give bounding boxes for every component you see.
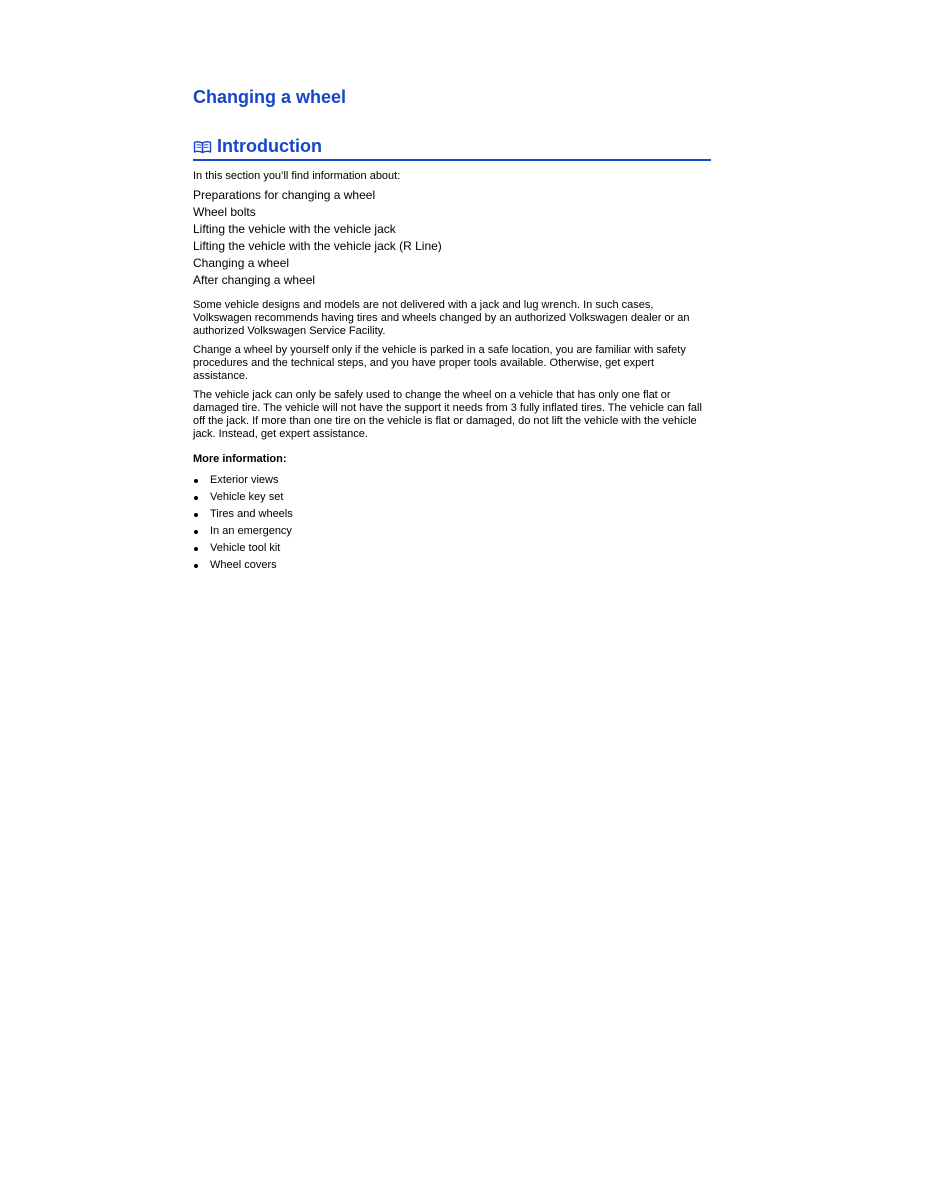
bullet-icon: [194, 513, 198, 517]
paragraph-jack-availability: Some vehicle designs and models are not delivered with a jack and lug wrench. In such cases, Volkswagen recommends having tires and wheels changed by an authorized Volkswagen dealer or an authorized Volkswagen Service Facility.: [193, 299, 690, 337]
more-info-item[interactable]: [193, 506, 293, 523]
paragraph-jack-usage: The vehicle jack can only be safely used to change the wheel on a vehicle that has only one flat or damaged tire. The vehicle will not have the support it needs from 3 fully inflated tires. The vehicle can fall off the jack. If more than one tire on the vehicle is flat or damaged, do not lift the vehicle with the vehicle jack. Instead, get expert assistance.: [193, 389, 702, 440]
chapter-title: Changing a wheel: [193, 87, 347, 107]
section-title: Introduction: [217, 136, 322, 156]
topic-link[interactable]: After changing a wheel: [193, 273, 316, 287]
more-info-item[interactable]: [193, 489, 293, 506]
topic-link[interactable]: Lifting the vehicle with the vehicle jack (R Line): [193, 239, 442, 253]
topic-link[interactable]: Wheel bolts: [193, 205, 256, 219]
paragraph-safety: Change a wheel by yourself only if the vehicle is parked in a safe location, you are familiar with safety procedures and the technical steps, and you have proper tools available. Otherwise, get expert assistance.: [193, 344, 686, 382]
more-info-item[interactable]: [193, 557, 293, 574]
more-info-item[interactable]: [193, 540, 293, 557]
section-header: [193, 136, 711, 161]
topic-link[interactable]: Changing a wheel: [193, 256, 290, 270]
intro-line: In this section you’ll find information about:: [193, 170, 401, 182]
bullet-icon: [194, 547, 198, 551]
bullet-icon: [194, 530, 198, 534]
more-info-label: Tires and wheels: [210, 508, 293, 520]
more-info-item[interactable]: [193, 523, 293, 540]
bullet-icon: [194, 479, 198, 483]
more-info-label: Vehicle tool kit: [210, 542, 281, 554]
more-info-item[interactable]: [193, 472, 293, 489]
more-info-label: Wheel covers: [210, 559, 277, 571]
more-info-heading: More information:: [193, 453, 287, 465]
more-info-list: [193, 472, 293, 574]
open-book-icon: [193, 140, 212, 154]
bullet-icon: [194, 564, 198, 568]
more-info-label: Exterior views: [210, 474, 279, 486]
bullet-icon: [194, 496, 198, 500]
body-text: [193, 299, 711, 447]
topic-link[interactable]: Lifting the vehicle with the vehicle jack: [193, 222, 396, 236]
topic-link[interactable]: Preparations for changing a wheel: [193, 188, 376, 202]
more-info-label: Vehicle key set: [210, 491, 284, 503]
topic-list: [193, 187, 442, 289]
more-info-label: In an emergency: [210, 525, 292, 537]
